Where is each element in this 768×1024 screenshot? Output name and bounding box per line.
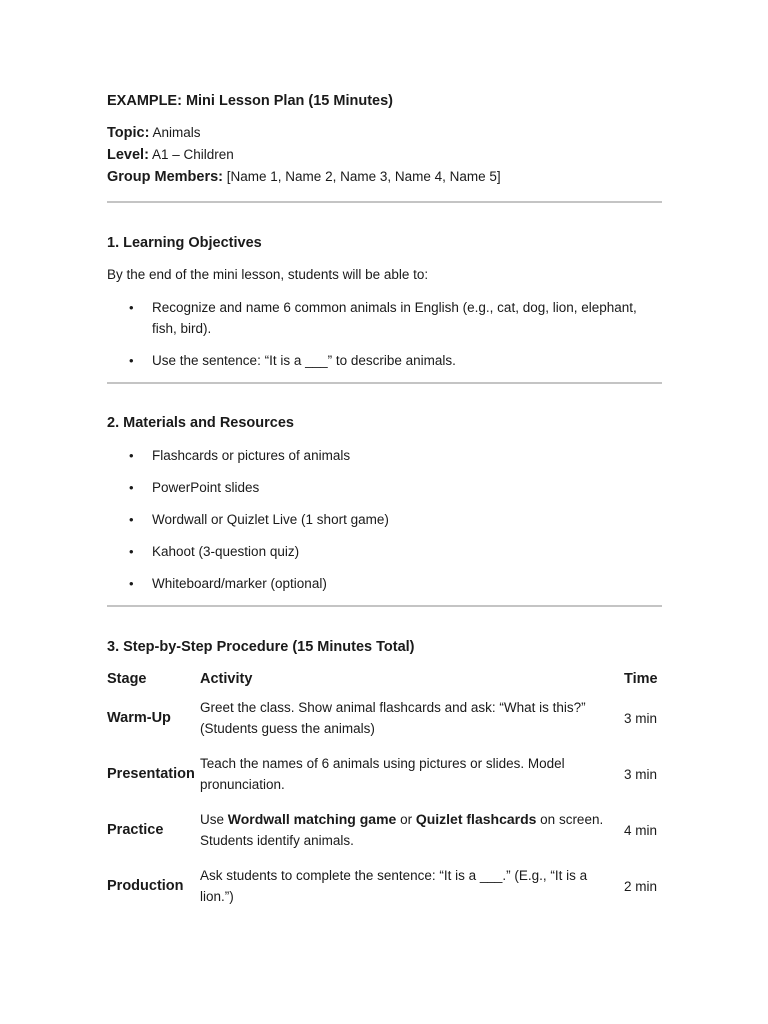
topic-label: Topic: xyxy=(107,125,150,141)
bullet-icon: • xyxy=(129,544,134,559)
table-row xyxy=(107,802,662,858)
section-divider xyxy=(107,382,662,384)
column-header-activity: Activity xyxy=(200,671,253,687)
members-label: Group Members: xyxy=(107,169,224,185)
procedure-heading: 3. Step-by-Step Procedure (15 Minutes Total) xyxy=(107,639,415,655)
level-value: A1 – Children xyxy=(151,147,234,162)
table-row xyxy=(107,858,662,914)
list-item: • Recognize and name 6 common animals in English (e.g., cat, dog, lion, elephant, fish, bird). xyxy=(107,297,662,339)
level-line xyxy=(107,144,662,166)
time-cell: 3 min xyxy=(624,766,658,782)
bullet-icon: • xyxy=(129,448,134,463)
column-header-stage: Stage xyxy=(107,671,147,687)
bullet-icon: • xyxy=(129,353,134,368)
table-row xyxy=(107,746,662,802)
column-header-time: Time xyxy=(624,671,658,687)
list-item: • Use the sentence: “It is a ___” to describe animals. xyxy=(107,350,662,371)
bullet-icon: • xyxy=(129,300,134,315)
table-row xyxy=(107,690,662,746)
activity-cell: Ask students to complete the sentence: “It is a ___.” (E.g., “It is a lion.”) xyxy=(200,868,588,904)
section-divider xyxy=(107,201,662,203)
list-item: • Kahoot (3-question quiz) xyxy=(107,541,662,562)
activity-cell: Use Wordwall matching game or Quizlet flashcards on screen. Students identify animals. xyxy=(200,811,604,848)
list-item: • Whiteboard/marker (optional) xyxy=(107,573,662,594)
stage-cell: Presentation xyxy=(107,765,195,782)
document-title: EXAMPLE: Mini Lesson Plan (15 Minutes) xyxy=(107,93,394,109)
members-line xyxy=(107,166,662,188)
bullet-icon: • xyxy=(129,576,134,591)
objectives-intro: By the end of the mini lesson, students will be able to: xyxy=(107,267,429,282)
list-item: • Wordwall or Quizlet Live (1 short game) xyxy=(107,509,662,530)
objectives-list xyxy=(107,297,662,371)
procedure-table xyxy=(107,668,662,914)
stage-cell: Practice xyxy=(107,821,164,838)
table-header-row xyxy=(107,668,662,690)
stage-cell: Warm-Up xyxy=(107,709,171,726)
quizlet-link-text: Quizlet flashcards xyxy=(415,811,537,827)
level-label: Level: xyxy=(107,147,149,163)
stage-cell: Production xyxy=(107,877,184,894)
bullet-icon: • xyxy=(129,512,134,527)
bullet-icon: • xyxy=(129,480,134,495)
list-item: • PowerPoint slides xyxy=(107,477,662,498)
time-cell: 4 min xyxy=(624,822,658,838)
section-divider xyxy=(107,605,662,607)
time-cell: 2 min xyxy=(624,878,658,894)
lesson-meta xyxy=(107,122,662,188)
document-page xyxy=(107,90,662,914)
objectives-heading: 1. Learning Objectives xyxy=(107,235,262,251)
activity-cell: Teach the names of 6 animals using pictures or slides. Model pronunciation. xyxy=(200,756,565,792)
members-value: [Name 1, Name 2, Name 3, Name 4, Name 5] xyxy=(226,169,501,184)
list-item: • Flashcards or pictures of animals xyxy=(107,445,662,466)
wordwall-link-text: Wordwall matching game xyxy=(227,811,397,827)
topic-value: Animals xyxy=(152,125,201,140)
time-cell: 3 min xyxy=(624,710,658,726)
activity-cell: Greet the class. Show animal flashcards and ask: “What is this?” (Students guess the animals) xyxy=(200,700,586,736)
materials-list xyxy=(107,445,662,594)
topic-line xyxy=(107,122,662,144)
materials-heading: 2. Materials and Resources xyxy=(107,415,294,431)
